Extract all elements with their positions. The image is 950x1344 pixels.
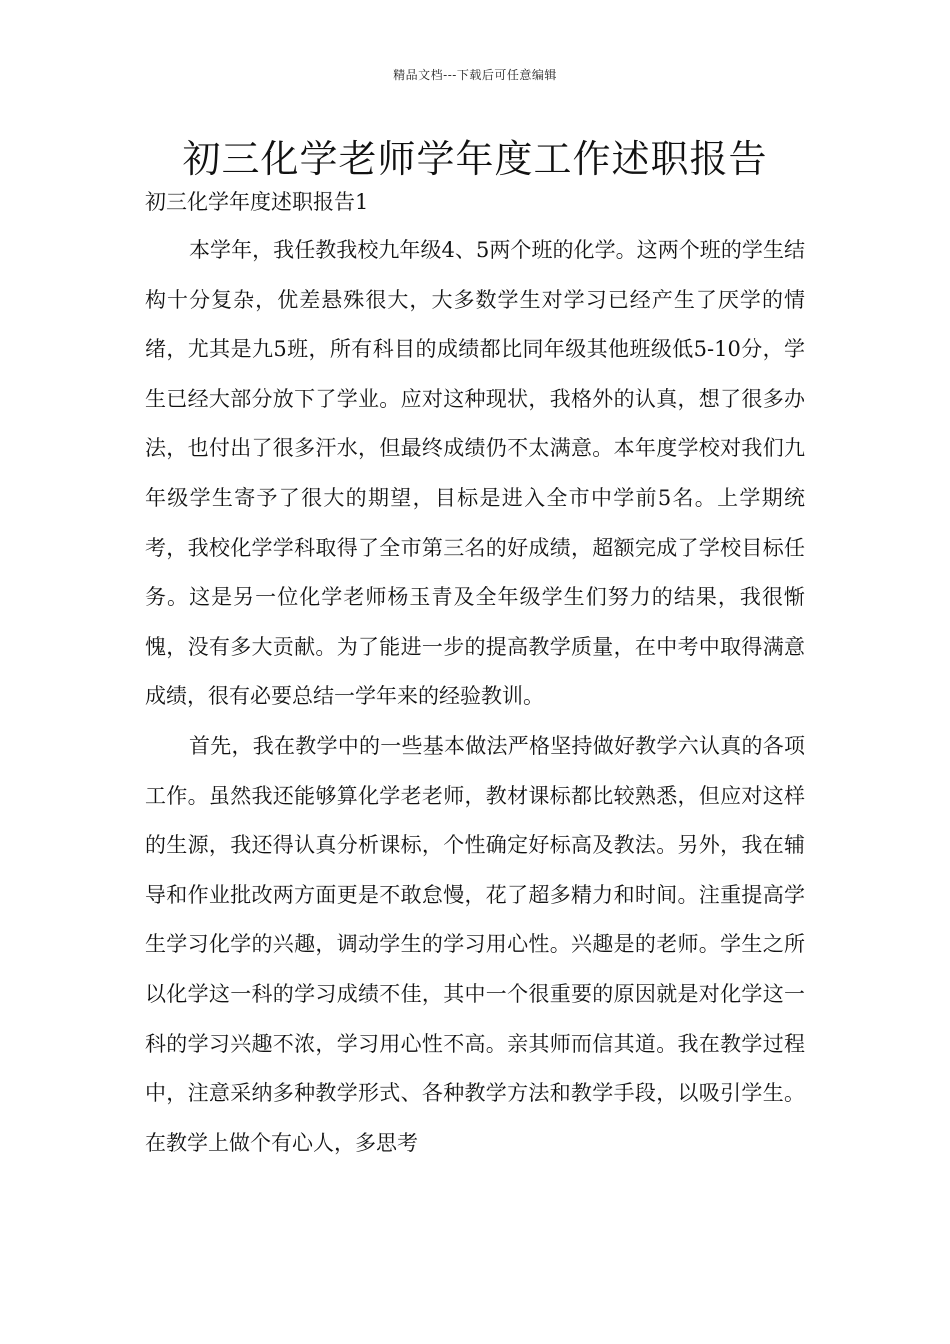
header-note: 精品文档---下载后可任意编辑	[393, 68, 557, 82]
document-title: 初三化学老师学年度工作述职报告	[182, 137, 768, 181]
body-paragraph: 本学年，我任教我校九年级4、5两个班的化学。这两个班的学生结构十分复杂，优差悬殊很大，大多数学生对学习已经产生了厌学的情绪，尤其是九5班，所有科目的成绩都比同年级其他班级低5-10分，学生已经大部分放下了学业。应对这种现状，我格外的认真，想了很多办法，也付出了很多汗水，但最终成绩仍不太满意。本年度学校对我们九年级学生寄予了很大的期望，目标是进入全市中学前5名。上学期统考，我校化学学科取得了全市第三名的好成绩，超额完成了学校目标任务。这是另一位化学老师杨玉青及全年级学生们努力的结果，我很惭愧，没有多大贡献。为了能进一步的提高教学质量，在中考中取得满意成绩，很有必要总结一学年来的经验教训。	[145, 238, 805, 709]
document-body	[145, 226, 805, 1168]
section-heading: 初三化学年度述职报告1	[145, 190, 369, 214]
body-paragraph: 首先，我在教学中的一些基本做法严格坚持做好教学六认真的各项工作。虽然我还能够算化学老老师，教材课标都比较熟悉，但应对这样的生源，我还得认真分析课标，个性确定好标高及教法。另外，我在辅导和作业批改两方面更是不敢怠慢，花了超多精力和时间。注重提高学生学习化学的兴趣，调动学生的学习用心性。兴趣是的老师。学生之所以化学这一科的学习成绩不佳，其中一个很重要的原因就是对化学这一科的学习兴趣不浓，学习用心性不高。亲其师而信其道。我在教学过程中，注意采纳多种教学形式、各种教学方法和教学手段，以吸引学生。在教学上做个有心人，多思考	[145, 733, 805, 1155]
